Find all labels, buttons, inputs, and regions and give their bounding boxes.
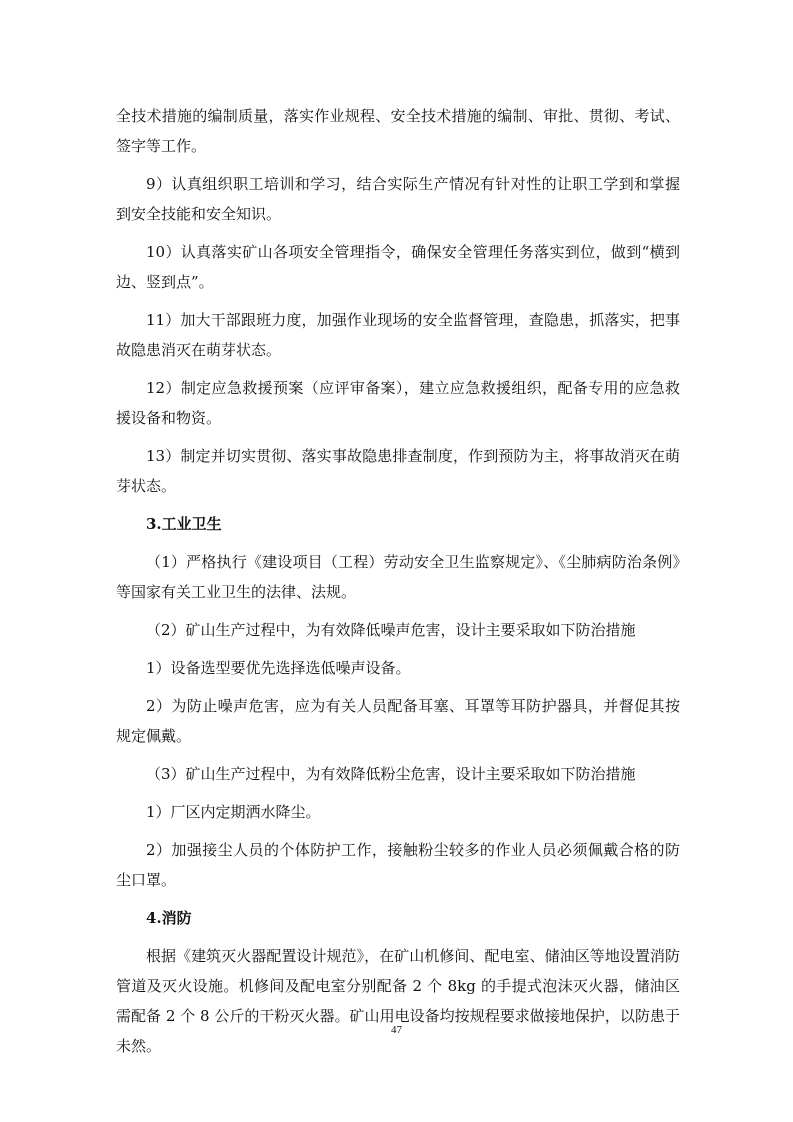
body-paragraph: 11）加大干部跟班力度，加强作业现场的安全监督管理，查隐患，抓落实，把事故隐患消灭在萌芽状态。 bbox=[116, 311, 680, 359]
section-heading: 4.消防 bbox=[146, 909, 192, 927]
body-paragraph: 13）制定并切实贯彻、落实事故隐患排查制度，作到预防为主，将事故消灭在萌芽状态。 bbox=[116, 447, 680, 495]
body-paragraph: 2）加强接尘人员的个体防护工作，接触粉尘较多的作业人员必须佩戴合格的防尘口罩。 bbox=[116, 841, 680, 889]
body-paragraph: 1）设备选型要优先选择选低噪声设备。 bbox=[146, 659, 411, 677]
body-paragraph: 12）制定应急救援预案（应评审备案），建立应急救援组织，配备专用的应急救援设备和物资。 bbox=[116, 379, 680, 427]
body-paragraph: 根据《建筑灭火器配置设计规范》，在矿山机修间、配电室、储油区等地设置消防管道及灭火设施。机修间及配电室分别配备 2 个 8kg 的手提式泡沫灭火器，储油区需配备 2 个 8 公斤的干粉灭火器。矿山用电设备均按规程要求做接地保护，以防患于未然。 bbox=[116, 947, 680, 1055]
body-paragraph: （2）矿山生产过程中，为有效降低噪声危害，设计主要采取如下防治措施 bbox=[146, 621, 636, 639]
page-number: 47 bbox=[391, 1024, 402, 1036]
body-paragraph: 2）为防止噪声危害，应为有关人员配备耳塞、耳罩等耳防护器具，并督促其按规定佩戴。 bbox=[116, 697, 680, 745]
body-paragraph: 9）认真组织职工培训和学习，结合实际生产情况有针对性的让职工学到和掌握到安全技能和安全知识。 bbox=[116, 175, 680, 223]
document-body bbox=[116, 101, 680, 1069]
section-heading: 3.工业卫生 bbox=[146, 515, 222, 533]
body-paragraph: 1）厂区内定期洒水降尘。 bbox=[146, 803, 321, 821]
body-paragraph: 10）认真落实矿山各项安全管理指令，确保安全管理任务落实到位，做到“横到边、竖到点”。 bbox=[116, 243, 680, 291]
body-paragraph: （1）严格执行《建设项目（工程）劳动安全卫生监察规定》、《尘肺病防治条例》等国家有关工业卫生的法律、法规。 bbox=[116, 553, 680, 601]
body-paragraph: （3）矿山生产过程中，为有效降低粉尘危害，设计主要采取如下防治措施 bbox=[146, 765, 636, 783]
body-paragraph: 全技术措施的编制质量，落实作业规程、安全技术措施的编制、审批、贯彻、考试、签字等工作。 bbox=[116, 107, 680, 155]
